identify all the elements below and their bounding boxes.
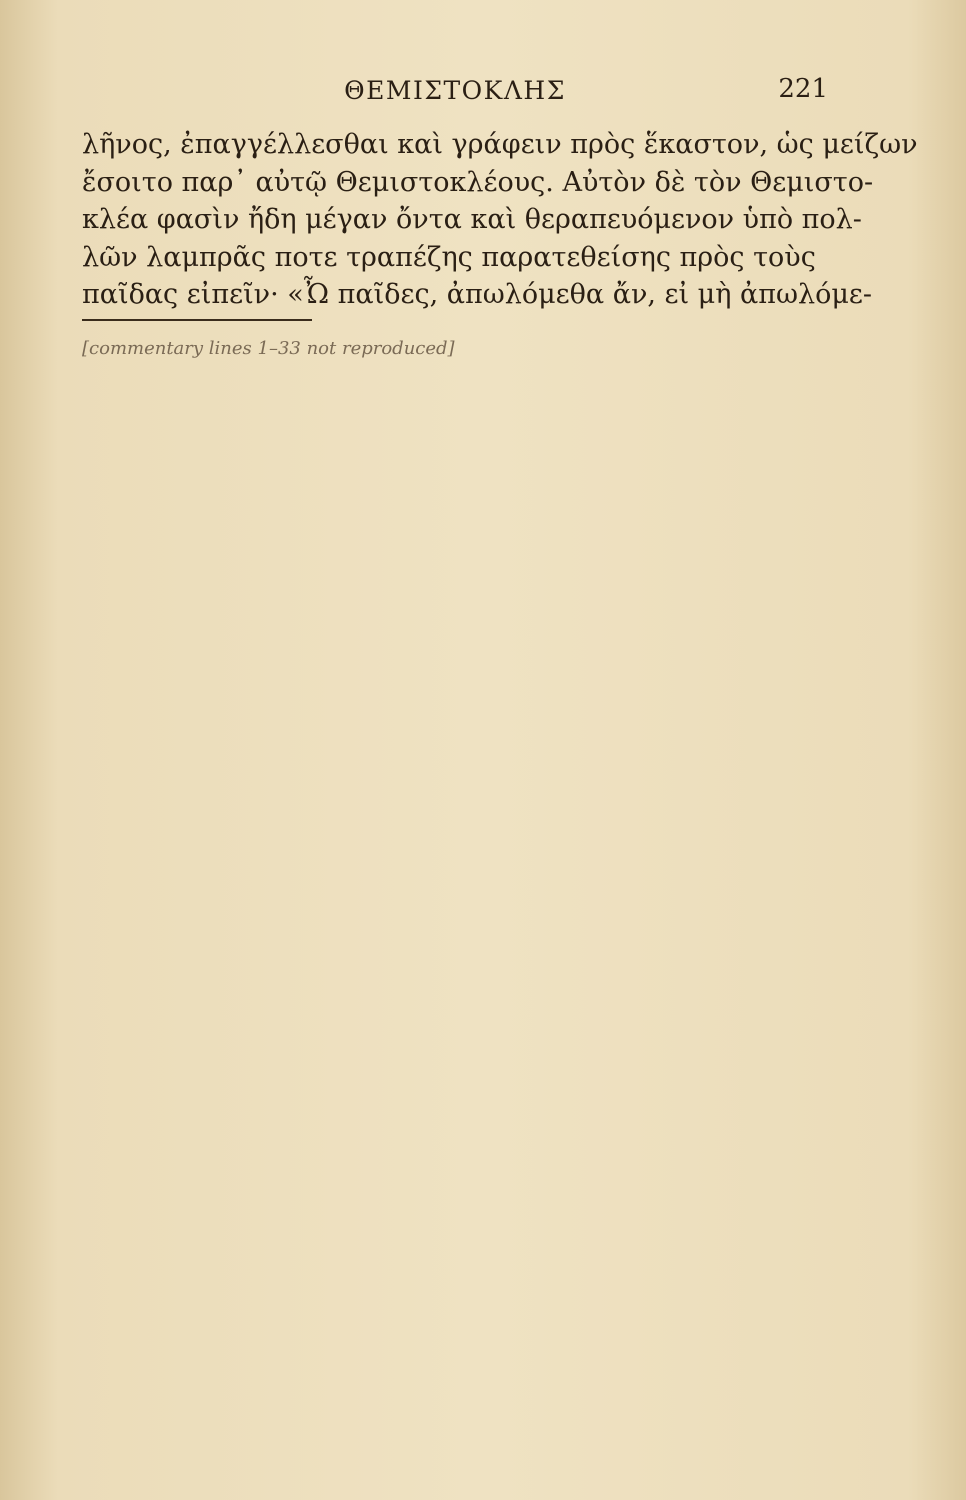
footnote-separator-rule — [82, 319, 312, 321]
page-header — [82, 70, 828, 110]
main-text-line: ἔσοιτο παρ᾽ αὐτῷ Θεμιστοκλέους. Αὐτὸν δὲ τὸν Θεμιστο- — [82, 166, 874, 198]
commentary-omitted-notice: [commentary lines 1–33 not reproduced] — [82, 338, 455, 359]
running-head: ΘΕΜΙΣΤΟΚΛΗΣ — [344, 76, 566, 105]
main-text-line: κλέα φασὶν ἤδη μέγαν ὄντα καὶ θεραπευόμενον ὑπὸ πολ- — [82, 204, 862, 235]
main-text-line: λῆνος, ἐπαγγέλλεσθαι καὶ γράφειν πρὸς ἕκαστον, ὡς μείζων — [82, 129, 918, 160]
main-text-line: παῖδας εἰπεῖν· «Ὦ παῖδες, ἀπωλόμεθα ἄν, εἰ μὴ ἀπωλόμε- — [82, 279, 873, 310]
main-text — [82, 126, 918, 314]
main-text-line: λῶν λαμπρᾶς ποτε τραπέζης παρατεθείσης πρὸς τοὺς — [82, 241, 816, 273]
page-number: 221 — [778, 74, 828, 104]
